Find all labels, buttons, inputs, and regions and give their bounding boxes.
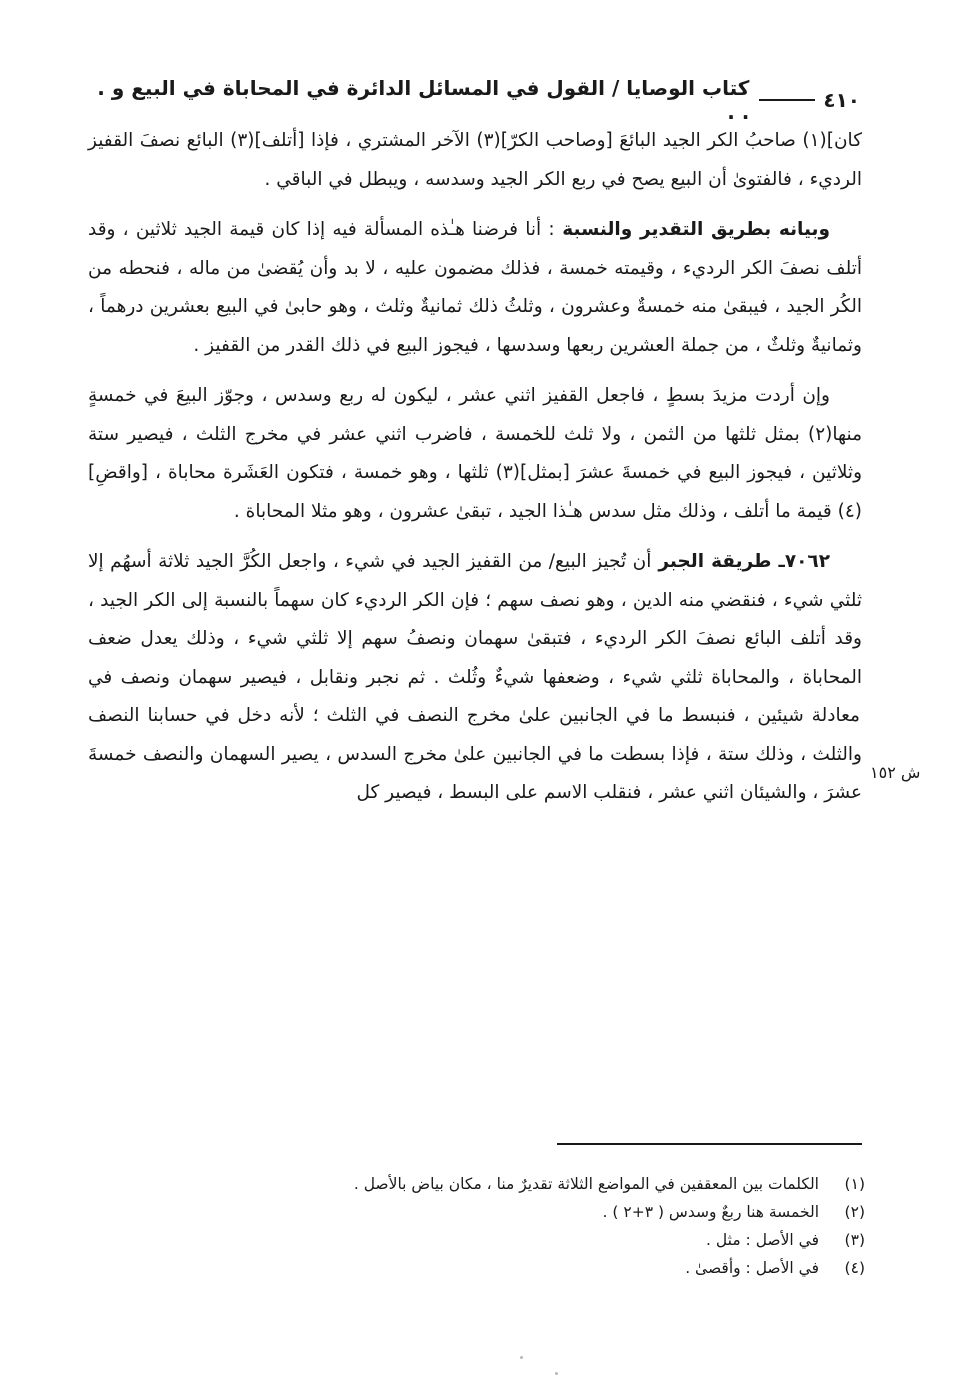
footnote-text: في الأصل : وأقصىٰ . bbox=[685, 1259, 819, 1277]
footnote-text: الكلمات بين المعقفين في المواضع الثلاثة تقديرٌ منا ، مكان بياض بالأصل . bbox=[353, 1175, 819, 1193]
text-line: والنصف خمسةَ عشرَ ، والشيئان اثني عشر ، فنقلب الاسم على البسط ، فيصير كل bbox=[88, 743, 862, 803]
text-line: في مخرج الثلث ، فيصير ستة وثلاثين ، فيجوز البيع في خمسةَ عشرَ [بمثل](٣) ثلثها ، bbox=[88, 423, 862, 483]
footnote-2 bbox=[200, 1198, 865, 1226]
paragraph-4 bbox=[88, 543, 862, 813]
scan-speck bbox=[520, 1356, 523, 1359]
text-line: ويبطل في الباقي . bbox=[264, 168, 408, 190]
text-line: البائع نصفَ القفيز الرديء ، فالفتوىٰ أن البيع يصح في ربع الكر الجيد وسدسه ، bbox=[88, 130, 862, 190]
margin-manuscript-ref: ش ١٥٢ bbox=[870, 763, 921, 782]
text-line: ثلاثة أسهُم إلا ثلثي شيء ، فنقضي منه الدين ، وهو نصف سهم ؛ فإن الكر الرديء كان bbox=[88, 551, 863, 611]
text-line: ونصفُ سهم إلا ثلثي شيء ، وذلك يعدل ضعف المحاباة ، والمحاباة ثلثي شيء ، bbox=[88, 628, 862, 688]
text-line: هـٰذا الجيد ، تبقىٰ عشرون ، وهو مثلا المحاباة . bbox=[233, 500, 583, 522]
footnote-number: (٣) bbox=[844, 1231, 865, 1249]
text-line: كان](١) صاحبُ الكر الجيد البائعَ [وصاحب الكرّ](٣) الآخر المشتري ، فإذا [أتلف](٣) bbox=[223, 130, 862, 151]
bold-heading: ٧٠٦٢ـ طريقة الجبر bbox=[651, 551, 831, 572]
main-text bbox=[88, 122, 862, 813]
text-line: وأن يُقضىٰ من ماله ، فنحطه من الكُر الجيد ، فيبقىٰ منه خمسةٌ وعشرون ، وثلثُ ذلك bbox=[88, 257, 862, 317]
footnote-number: (٢) bbox=[844, 1203, 865, 1221]
paragraph-3 bbox=[88, 377, 862, 531]
running-header bbox=[92, 76, 860, 124]
scan-speck bbox=[555, 1372, 558, 1375]
footnote-4 bbox=[200, 1254, 865, 1282]
text-line: أن تُجيز البيع/ من القفيز الجيد في شيء ، واجعل الكُرَّ الجيد bbox=[189, 551, 652, 572]
text-line: البيعَ في خمسةٍ منها(٢) بمثل ثلثها من الثمن ، ولا ثلث للخمسة ، فاضرب اثني عشر bbox=[88, 385, 862, 445]
text-line: وضعفها شيءٌ وثُلث . ثم نجبر ونقابل ، فيصير سهمان ونصف في معادلة شيئين ، bbox=[88, 666, 860, 726]
text-line: وإن أردت مزيدَ بسطٍ ، فاجعل القفيز اثني عشر ، ليكون له ربع وسدس ، وجوّز bbox=[207, 385, 830, 406]
footnote-text: في الأصل : مثل . bbox=[706, 1231, 819, 1249]
footnote-text: الخمسة هنا ربعٌ وسدس ( ٣+٢ ) . bbox=[602, 1203, 819, 1221]
header-rule bbox=[759, 99, 815, 101]
text-line: وهو خمسة ، فتكون العَشَرة محاباة ، [واقضِ](٤) قيمة ما أتلف ، وذلك مثل سدس bbox=[88, 462, 862, 522]
footnote-number: (٤) bbox=[844, 1259, 865, 1277]
bold-heading: وبيانه بطريق التقدير والنسبة bbox=[554, 219, 830, 240]
paragraph-1 bbox=[88, 122, 862, 199]
text-line: والثلث ، وذلك ستة ، فإذا بسطت ما في الجانبين علىٰ مخرج السدس ، يصير السهمان bbox=[203, 743, 862, 765]
text-line: سهماً بالنسبة إلى الكر الجيد ، وقد أتلف البائع نصفَ الكر الرديء ، فتبقىٰ سهمان bbox=[88, 589, 862, 649]
running-title: كتاب الوصايا / القول في المسائل الدائرة في المحاباة في البيع و . . . bbox=[97, 76, 750, 124]
text-line: ربعها وسدسها ، فيجوز البيع في ذلك القدر من القفيز . bbox=[193, 334, 604, 356]
text-line: ثمانيةٌ وثلث ، وهو حابىٰ في البيع بعشرين درهماً ، وثمانيةٌ وثلثٌ ، من جملة العشرين bbox=[88, 296, 862, 356]
footnote-1 bbox=[200, 1170, 865, 1198]
paragraph-2 bbox=[88, 211, 862, 365]
text-line: ثلاثين ، وقد أتلف نصفَ الكر الرديء ، وقيمته خمسة ، فذلك مضمون عليه ، لا بد bbox=[88, 219, 862, 279]
footnote-number: (١) bbox=[844, 1175, 865, 1193]
text-line: : أنا فرضنا هـٰذه المسألة فيه إذا كان قيمة الجيد bbox=[176, 219, 555, 240]
footnote-separator bbox=[557, 1143, 862, 1145]
page-number: ٤١٠ bbox=[823, 88, 860, 112]
footnote-3 bbox=[200, 1226, 865, 1254]
footnotes bbox=[200, 1170, 865, 1282]
text-line: فنبسط ما في الجانبين علىٰ مخرج النصف في الثلث ؛ لأنه دخل في حسابنا النصف bbox=[88, 705, 736, 726]
